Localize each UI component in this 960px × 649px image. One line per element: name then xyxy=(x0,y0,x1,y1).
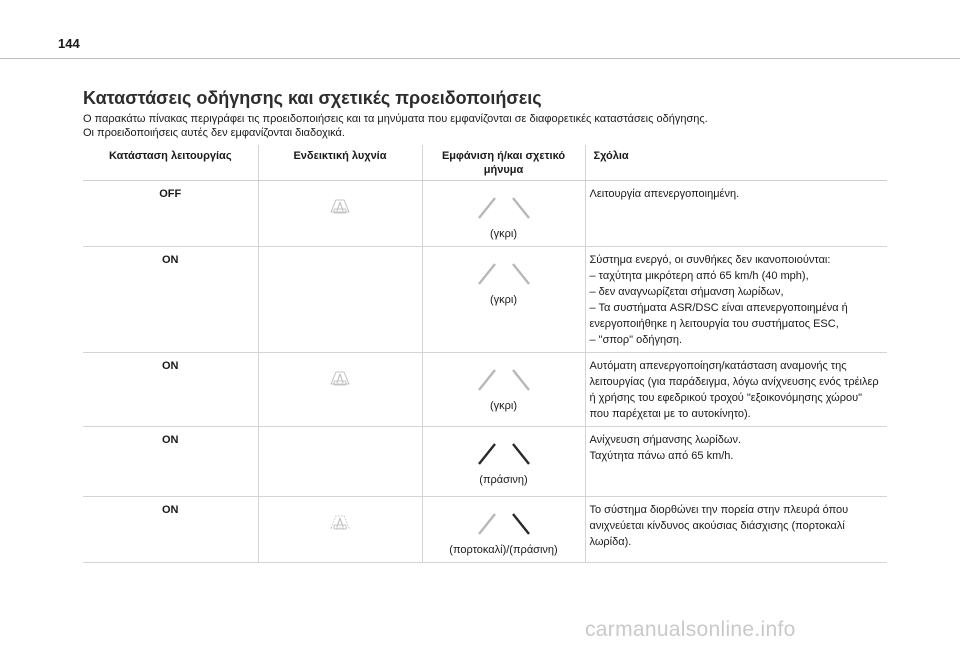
left-lane-line xyxy=(479,444,495,464)
lane-assist-outline-icon xyxy=(325,192,355,218)
lane-lines-grey-icon xyxy=(469,258,539,288)
page-title: Καταστάσεις οδήγησης και σχετικές προειδοποιήσεις xyxy=(83,88,542,108)
display-cell xyxy=(422,247,585,353)
comment-line: Λειτουργία απενεργοποιημένη. xyxy=(589,188,740,200)
column-header-comments: Σχόλια xyxy=(585,145,887,181)
state-cell: ON xyxy=(83,497,258,563)
page-number: 144 xyxy=(58,36,80,51)
left-lane-line xyxy=(479,514,495,534)
display-color-label: (γκρι) xyxy=(489,400,518,412)
lane-lines-orange-green-icon xyxy=(469,508,539,538)
left-lane-line xyxy=(479,264,495,284)
display-cell xyxy=(422,427,585,497)
state-cell: ON xyxy=(83,247,258,353)
comment-line: Ανίχνευση σήμανσης λωρίδων. xyxy=(589,434,741,446)
lane-lines-grey-icon xyxy=(469,192,539,222)
driving-states-table xyxy=(83,145,887,563)
lane-assist-active-icon xyxy=(325,508,355,534)
table-row xyxy=(83,181,887,247)
intro-paragraph: Ο παρακάτω πίνακας περιγράφει τις προειδοποιήσεις και τα μηνύματα που εμφανίζονται σε διαφορετικές καταστάσεις οδήγησης. xyxy=(83,113,708,125)
right-lane-line xyxy=(513,264,529,284)
lane-assist-outline-icon xyxy=(325,364,355,390)
comment-line: Ταχύτητα πάνω από 65 km/h. xyxy=(589,450,734,462)
table-body xyxy=(83,181,887,563)
state-cell: ON xyxy=(83,427,258,497)
left-lane-line xyxy=(479,198,495,218)
indicator-cell xyxy=(258,181,422,247)
indicator-cell xyxy=(258,247,422,353)
intro-paragraph: Οι προειδοποιήσεις αυτές δεν εμφανίζονται διαδοχικά. xyxy=(83,127,345,139)
table-header-row xyxy=(83,145,887,181)
comments-cell xyxy=(585,353,887,427)
column-header-indicator: Ενδεικτική λυχνία xyxy=(258,145,422,181)
comment-line: Το σύστημα διορθώνει την πορεία στην πλευρά όπου ανιχνεύεται κίνδυνος ακούσιας διάσχισης (πορτοκαλί λωρίδα). xyxy=(589,504,849,548)
comments-cell xyxy=(585,247,887,353)
comment-line: – ταχύτητα μικρότερη από 65 km/h (40 mph), xyxy=(589,270,809,282)
indicator-cell xyxy=(258,497,422,563)
display-cell xyxy=(422,353,585,427)
comments-cell xyxy=(585,181,887,247)
column-header-state: Κατάσταση λειτουργίας xyxy=(83,145,258,181)
right-lane-line xyxy=(513,370,529,390)
right-lane-line xyxy=(513,198,529,218)
display-cell xyxy=(422,497,585,563)
display-color-label: (πορτοκαλί)/(πράσινη) xyxy=(449,544,558,556)
table-row xyxy=(83,353,887,427)
indicator-cell xyxy=(258,427,422,497)
table-row xyxy=(83,497,887,563)
watermark: carmanualsonline.info xyxy=(585,618,796,641)
comment-line: Σύστημα ενεργό, οι συνθήκες δεν ικανοποιούνται: xyxy=(589,254,831,266)
lane-lines-grey-icon xyxy=(469,364,539,394)
display-cell xyxy=(422,181,585,247)
comments-cell xyxy=(585,497,887,563)
comment-line: – "σπορ" οδήγηση. xyxy=(589,334,683,346)
top-divider xyxy=(0,58,960,59)
comments-cell xyxy=(585,427,887,497)
table-row xyxy=(83,247,887,353)
state-cell: ON xyxy=(83,353,258,427)
right-lane-line xyxy=(513,514,529,534)
comment-line: – Τα συστήματα ASR/DSC είναι απενεργοποιημένα ή ενεργοποιήθηκε η λειτουργία του συστήματος ESC, xyxy=(589,302,848,330)
state-cell: OFF xyxy=(83,181,258,247)
table-row xyxy=(83,427,887,497)
right-lane-line xyxy=(513,444,529,464)
column-header-display: Εμφάνιση ή/και σχετικό μήνυμα xyxy=(422,145,585,181)
display-color-label: (γκρι) xyxy=(489,294,518,306)
comment-line: – δεν αναγνωρίζεται σήμανση λωρίδων, xyxy=(589,286,784,298)
lane-lines-green-icon xyxy=(469,438,539,468)
comment-line: Αυτόματη απενεργοποίηση/κατάσταση αναμονής της λειτουργίας (για παράδειγμα, λόγω ανίχνευσης ενός τρέιλερ ή χρήσης του εφεδρικού τροχού "εξοικονόμησης χώρου" που παρέχεται με το αυτοκίνητο). xyxy=(589,360,879,420)
left-lane-line xyxy=(479,370,495,390)
intro-text xyxy=(83,112,903,140)
display-color-label: (πράσινη) xyxy=(479,474,528,486)
indicator-cell xyxy=(258,353,422,427)
display-color-label: (γκρι) xyxy=(489,228,518,240)
